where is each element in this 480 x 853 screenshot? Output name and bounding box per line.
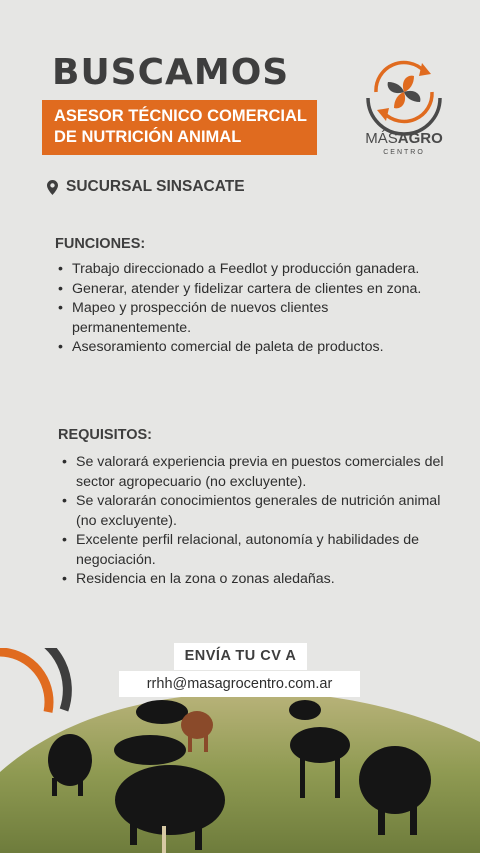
requisitos-list: [62, 453, 452, 590]
list-item: • Trabajo direccionado a Feedlot y producción ganadera.: [58, 260, 443, 280]
job-title-banner: [42, 100, 317, 155]
job-title-line-2: DE NUTRICIÓN ANIMAL: [54, 128, 242, 146]
list-item: • Excelente perfil relacional, autonomía y habilidades de negociación.: [62, 531, 452, 570]
brand-subtitle: CENTRO: [383, 149, 425, 156]
cattle-pasture-photo: [0, 690, 480, 853]
list-item: • Asesoramiento comercial de paleta de productos.: [58, 338, 443, 358]
funciones-list: [58, 260, 443, 358]
brand-name: MÁSAGRO: [365, 130, 443, 147]
cta-email[interactable]: rrhh@masagrocentro.com.ar: [119, 671, 360, 697]
job-title-line-1: ASESOR TÉCNICO COMERCIAL: [54, 107, 308, 125]
location-label: SUCURSAL SINSACATE: [66, 178, 245, 195]
funciones-title: FUNCIONES:: [55, 236, 146, 252]
cta-label: ENVÍA TU CV A: [174, 643, 307, 670]
map-pin-icon: [47, 180, 58, 195]
list-item: • Generar, atender y fidelizar cartera de clientes en zona.: [58, 280, 443, 300]
requisitos-title: REQUISITOS:: [58, 427, 152, 443]
location: [47, 178, 245, 196]
headline: BUSCAMOS: [52, 52, 290, 93]
list-item: • Mapeo y prospección de nuevos clientes permanentemente.: [58, 299, 443, 338]
list-item: • Residencia en la zona o zonas aledañas.: [62, 570, 452, 590]
list-item: • Se valorarán conocimientos generales de nutrición animal (no excluyente).: [62, 492, 452, 531]
list-item: • Se valorará experiencia previa en puestos comerciales del sector agropecuario (no excluyente).: [62, 453, 452, 492]
